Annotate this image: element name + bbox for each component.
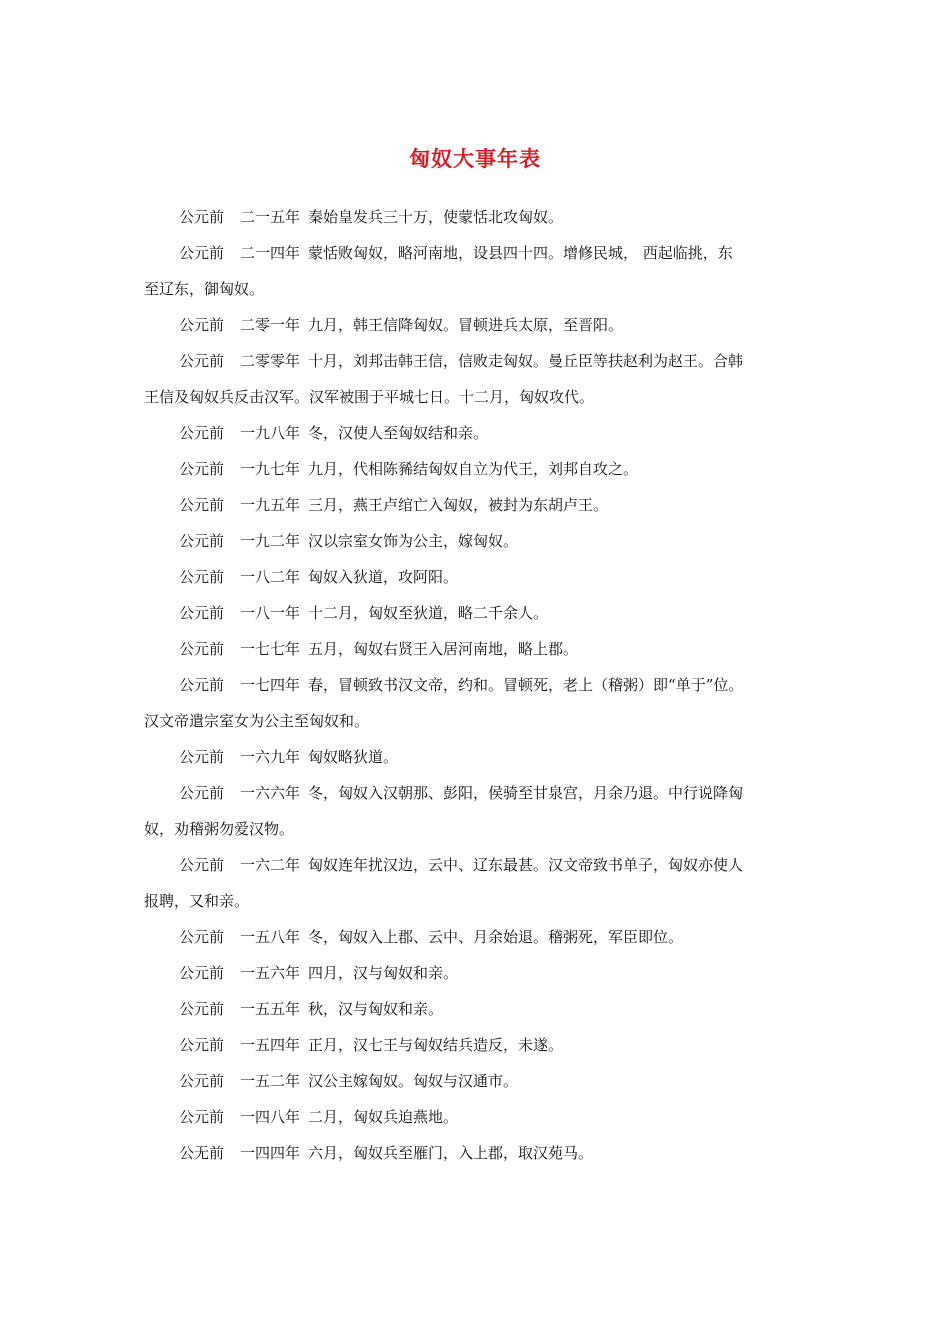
entry-line [144,674,824,696]
entry-line [144,314,824,336]
era-label: 公元前 [179,424,225,442]
year-label: 一五二年 [240,1072,301,1090]
year-label: 一八一年 [240,604,301,622]
chronology-list [144,206,824,1178]
era-label: 公元前 [179,532,225,550]
year-label: 二零零年 [240,352,301,370]
chronology-entry [144,530,824,552]
chronology-entry [144,494,824,516]
era-label: 公元前 [179,460,225,478]
year-label: 二零一年 [240,316,301,334]
entry-line [144,566,824,588]
entry-line [144,854,824,876]
event-text: 蒙恬败匈奴，略河南地，设县四十四。增修民城， 西起临挑，东 [308,244,733,262]
era-label: 公元前 [179,352,225,370]
year-label: 一四四年 [240,1144,301,1162]
year-label: 二一四年 [240,244,301,262]
entry-continuation-line: 奴，劝稽粥勿爱汉物。 [144,820,295,838]
chronology-entry [144,350,824,408]
event-text: 秋，汉与匈奴和亲。 [308,1000,444,1018]
era-label: 公元前 [179,1036,225,1054]
entry-line [144,1034,824,1056]
entry-line [144,422,824,444]
entry-line [144,530,824,552]
entry-continuation-line: 报聘，又和亲。 [144,892,250,910]
entry-continuation-line: 汉文帝遣宗室女为公主至匈奴和。 [144,712,370,730]
year-label: 一六六年 [240,784,301,802]
event-text: 三月，燕王卢绾亡入匈奴，被封为东胡卢王。 [308,496,609,514]
era-label: 公元前 [179,316,225,334]
event-text: 九月，韩王信降匈奴。冒顿进兵太原，至晋阳。 [308,316,624,334]
document-title: 匈奴大事年表 [409,147,541,171]
event-text: 春，冒顿致书汉文帝，约和。冒顿死，老上（稽粥）即“单于”位。 [308,676,744,694]
year-label: 二一五年 [240,208,301,226]
event-text: 九月，代相陈豨结匈奴自立为代王，刘邦自攻之。 [308,460,639,478]
chronology-entry [144,998,824,1020]
event-text: 汉公主嫁匈奴。匈奴与汉通市。 [308,1072,519,1090]
event-text: 正月，汉七王与匈奴结兵造反，未遂。 [308,1036,564,1054]
entry-line [144,746,824,768]
event-text: 冬，汉使人至匈奴结和亲。 [308,424,489,442]
event-text: 匈奴连年扰汉边，云中、辽东最甚。汉文帝致书单子，匈奴亦使人 [308,856,744,874]
entry-line [144,494,824,516]
event-text: 冬，匈奴入上郡、云中、月余始退。稽粥死，军臣即位。 [308,928,684,946]
era-label: 公元前 [179,604,225,622]
chronology-entry [144,422,824,444]
event-text: 十二月，匈奴至狄道，略二千余人。 [308,604,549,622]
era-label: 公元前 [179,496,225,514]
event-text: 六月，匈奴兵至雁门，入上郡，取汉苑马。 [308,1144,594,1162]
chronology-entry [144,458,824,480]
year-label: 一九八年 [240,424,301,442]
chronology-entry [144,674,824,732]
chronology-entry [144,242,824,300]
event-text: 五月，匈奴右贤王入居河南地，略上郡。 [308,640,579,658]
year-label: 一五六年 [240,964,301,982]
chronology-entry [144,782,824,840]
chronology-entry [144,746,824,768]
era-label: 公元前 [179,928,225,946]
year-label: 一九七年 [240,460,301,478]
entry-line [144,1142,824,1164]
era-label: 公元前 [179,1108,225,1126]
era-label: 公元前 [179,676,225,694]
era-label: 公元前 [179,208,225,226]
entry-line [144,998,824,1020]
entry-line [144,782,824,804]
era-label: 公无前 [179,1144,225,1162]
chronology-entry [144,1070,824,1092]
entry-continuation-line: 王信及匈奴兵反击汉军。汉军被围于平城七日。十二月，匈奴攻代。 [144,388,595,406]
era-label: 公元前 [179,748,225,766]
entry-line [144,458,824,480]
chronology-entry [144,206,824,228]
event-text: 冬，匈奴入汉朝那、彭阳，侯骑至甘泉宫，月余乃退。中行说降匈 [308,784,744,802]
event-text: 匈奴略狄道。 [308,748,399,766]
chronology-entry [144,926,824,948]
event-text: 匈奴入狄道，攻阿阳。 [308,568,459,586]
era-label: 公元前 [179,1000,225,1018]
year-label: 一九五年 [240,496,301,514]
entry-continuation-line: 至辽东，御匈奴。 [144,280,265,298]
chronology-entry [144,1142,824,1164]
era-label: 公元前 [179,1072,225,1090]
chronology-entry [144,638,824,660]
era-label: 公元前 [179,964,225,982]
era-label: 公元前 [179,640,225,658]
entry-line [144,206,824,228]
entry-line [144,1106,824,1128]
year-label: 一七七年 [240,640,301,658]
year-label: 一四八年 [240,1108,301,1126]
year-label: 一五五年 [240,1000,301,1018]
era-label: 公元前 [179,244,225,262]
entry-line [144,926,824,948]
event-text: 四月，汉与匈奴和亲。 [308,964,459,982]
entry-line [144,962,824,984]
event-text: 十月，刘邦击韩王信，信败走匈奴。曼丘臣等扶赵利为赵王。合韩 [308,352,744,370]
entry-line [144,602,824,624]
era-label: 公元前 [179,784,225,802]
event-text: 汉以宗室女饰为公主，嫁匈奴。 [308,532,519,550]
chronology-entry [144,1034,824,1056]
year-label: 一六二年 [240,856,301,874]
event-text: 二月，匈奴兵迫燕地。 [308,1108,459,1126]
entry-line [144,638,824,660]
year-label: 一五八年 [240,928,301,946]
chronology-entry [144,566,824,588]
entry-line [144,1070,824,1092]
year-label: 一八二年 [240,568,301,586]
era-label: 公元前 [179,568,225,586]
chronology-entry [144,602,824,624]
era-label: 公元前 [179,856,225,874]
event-text: 秦始皇发兵三十万，使蒙恬北攻匈奴。 [308,208,564,226]
year-label: 一七四年 [240,676,301,694]
year-label: 一九二年 [240,532,301,550]
entry-line [144,350,824,372]
entry-line [144,242,824,264]
chronology-entry [144,314,824,336]
year-label: 一六九年 [240,748,301,766]
chronology-entry [144,1106,824,1128]
chronology-entry [144,854,824,912]
chronology-entry [144,962,824,984]
year-label: 一五四年 [240,1036,301,1054]
